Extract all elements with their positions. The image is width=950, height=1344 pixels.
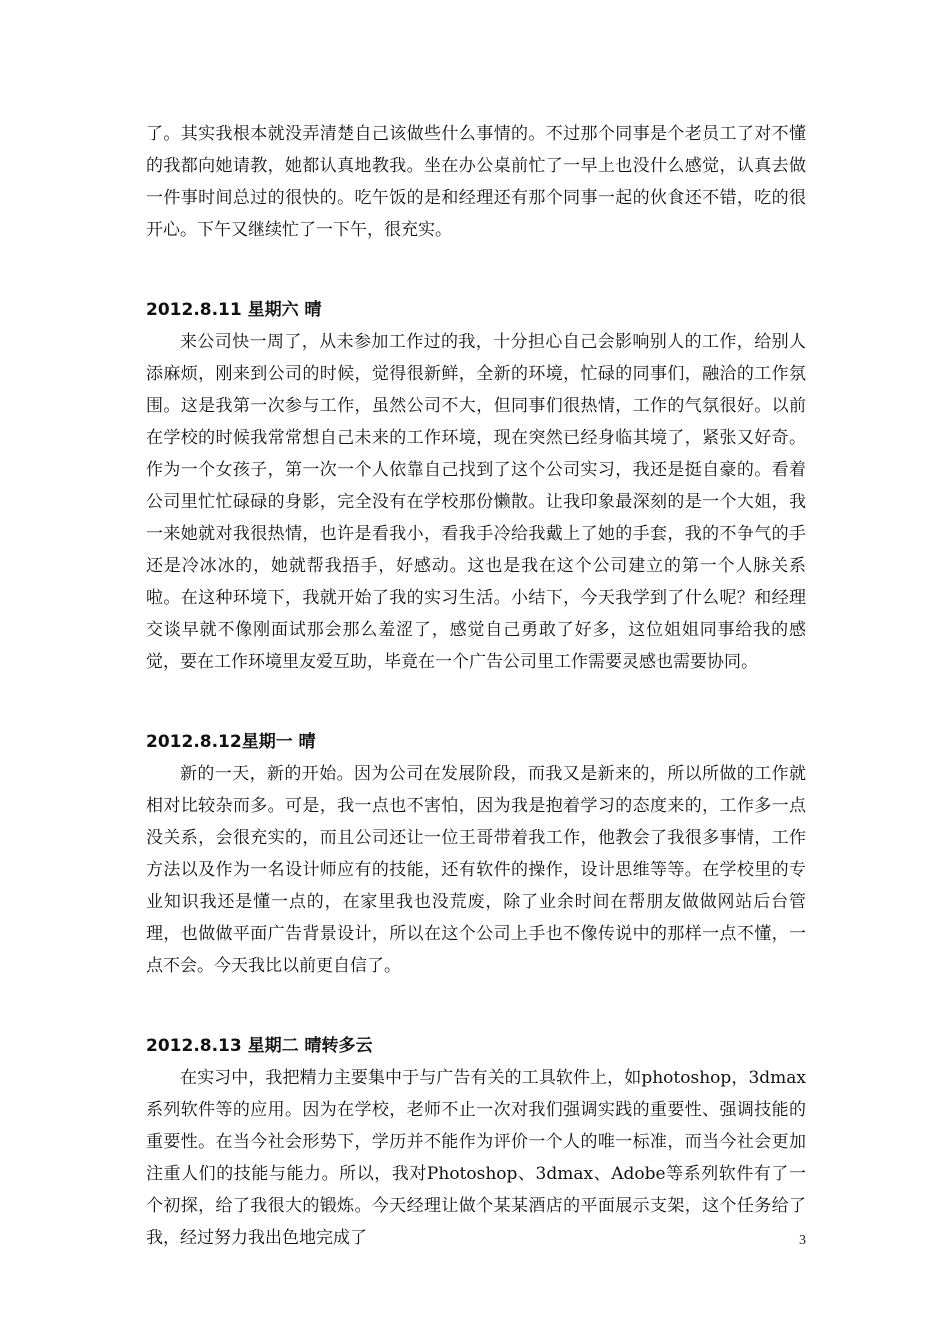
entry-heading: 2012.8.11 星期六 晴: [146, 300, 322, 320]
entry-body: 来公司快一周了，从未参加工作过的我，十分担心自己会影响别人的工作，给别人添麻烦，刚来到公司的时候，觉得很新鲜，全新的环境，忙碌的同事们，融洽的工作氛围。这是我第一次参与工作，虽然公司不大，但同事们很热情，工作的气氛很好。以前在学校的时候我常常想自己未来的工作环境，现在突然已经身临其境了，紧张又好奇。作为一个女孩子，第一次一个人依靠自己找到了这个公司实习，我还是挺自豪的。看着公司里忙忙碌碌的身影，完全没有在学校那份懒散。让我印象最深刻的是一个大姐，我一来她就对我很热情，也许是看我小，看我手冷给我戴上了她的手套，我的不争气的手还是冷冰冰的，她就帮我捂手，好感动。这也是我在这个公司建立的第一个人脉关系啦。在这种环境下，我就开始了我的实习生活。小结下，今天我学到了什么呢？和经理交谈早就不像刚面试那会那么羞涩了，感觉自己勇敢了好多，这位姐姐同事给我的感觉，要在工作环境里友爱互助，毕竟在一个广告公司里工作需要灵感也需要协同。: [146, 332, 806, 672]
page-number: 3: [799, 1233, 806, 1248]
page-content: [146, 118, 806, 1254]
intro-paragraph: 了。其实我根本就没弄清楚自己该做些什么事情的。不过那个同事是个老员工了对不懂的我都向她请教，她都认真地教我。坐在办公桌前忙了一早上也没什么感觉，认真去做一件事时间总过的很快的。吃午饭的是和经理还有那个同事一起的伙食还不错，吃的很开心。下午又继续忙了一下午，很充实。: [146, 124, 806, 240]
entry-body: 在实习中，我把精力主要集中于与广告有关的工具软件上，如photoshop，3dmax系列软件等的应用。因为在学校，老师不止一次对我们强调实践的重要性、强调技能的重要性。在当今社会形势下，学历并不能作为评价一个人的唯一标准，而当今社会更加注重人们的技能与能力。所以，我对Photoshop、3dmax、Adobe等系列软件有了一个初探，给了我很大的锻炼。今天经理让做个某某酒店的平面展示支架，这个任务给了我，经过努力我出色地完成了: [146, 1068, 806, 1248]
section-spacer: [146, 982, 806, 1030]
section-spacer: [146, 678, 806, 726]
entry-heading: 2012.8.13 星期二 晴转多云: [146, 1036, 373, 1056]
entry-heading: 2012.8.12星期一 晴: [146, 732, 316, 752]
section-spacer: [146, 246, 806, 294]
entry-body: 新的一天，新的开始。因为公司在发展阶段，而我又是新来的，所以所做的工作就相对比较杂而多。可是，我一点也不害怕，因为我是抱着学习的态度来的，工作多一点没关系，会很充实的，而且公司还让一位王哥带着我工作，他教会了我很多事情，工作方法以及作为一名设计师应有的技能，还有软件的操作，设计思维等等。在学校里的专业知识我还是懂一点的，在家里我也没荒废，除了业余时间在帮朋友做做网站后台管理，也做做平面广告背景设计，所以在这个公司上手也不像传说中的那样一点不懂，一点不会。今天我比以前更自信了。: [146, 764, 806, 976]
